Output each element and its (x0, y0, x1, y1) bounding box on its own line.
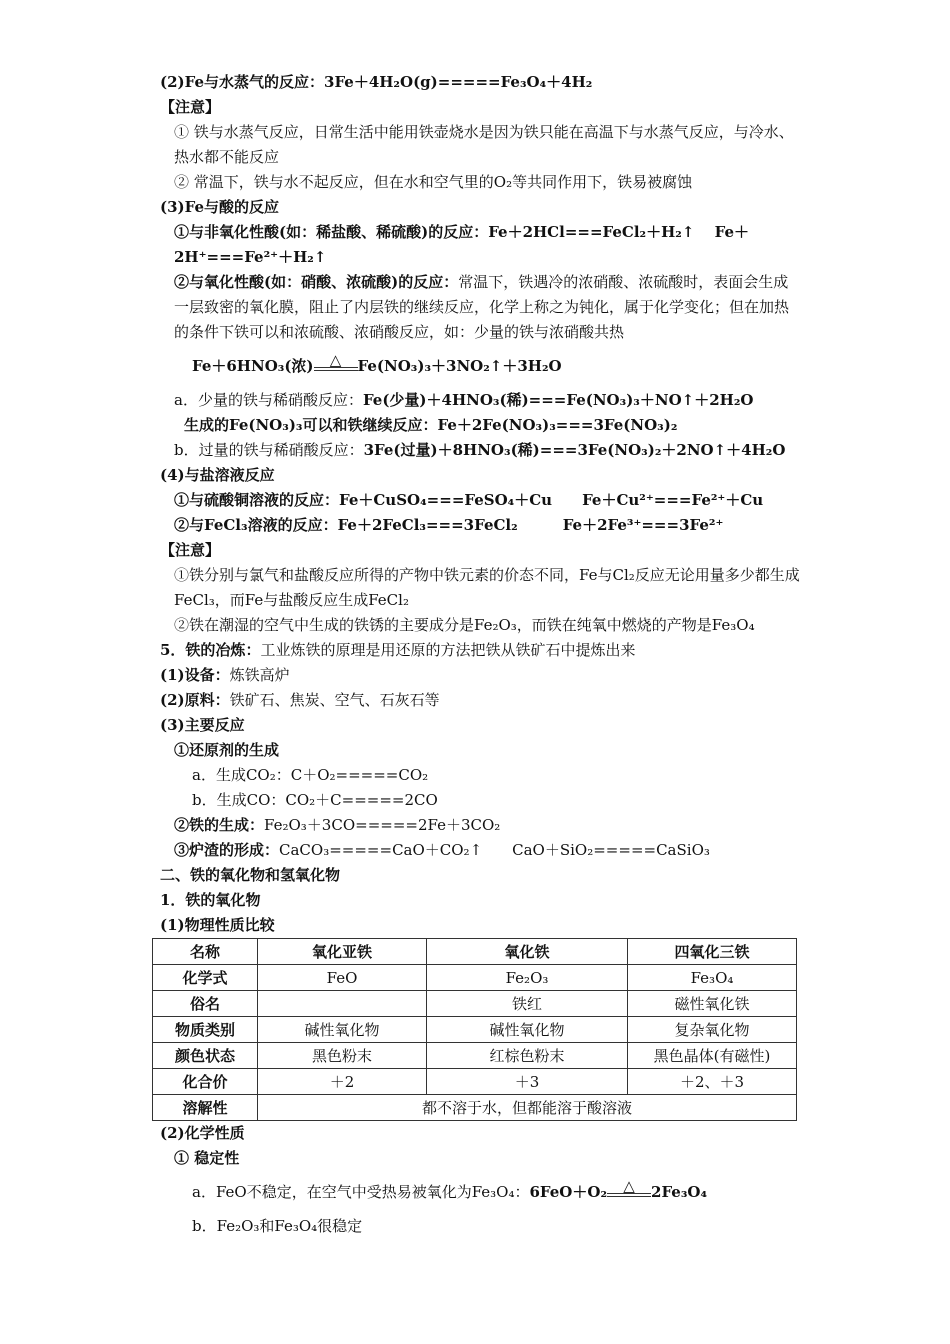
equation: Fe₂O₃＋3CO=====2Fe＋3CO₂ (264, 816, 501, 834)
table-cell: 复杂氧化物 (628, 1017, 797, 1043)
subsection-heading: (2)化学性质 (160, 1124, 245, 1142)
feo-oxidation (160, 1171, 800, 1214)
equipment (160, 663, 800, 688)
note-heading: 【注意】 (160, 98, 221, 116)
table-cell: 红棕色粉末 (427, 1043, 628, 1069)
text: a．FeO不稳定，在空气中受热易被氧化为Fe₃O₄： (192, 1183, 530, 1201)
fe-steam-title: (2)Fe与水蒸气的反应： (160, 73, 325, 91)
acid-reaction-2-text: 常温下，铁遇冷的浓硝酸、浓硫酸时，表面会生成一层致密的氧化膜，阻止了内层铁的继续反应，化学上称之为钝化，属于化学变化；但在加热的条件下铁可以和浓硫酸、浓硝酸反应，如：少量的铁与浓硝酸共热 (174, 273, 790, 341)
label: (1)设备： (160, 666, 230, 684)
table-cell: 黑色晶体(有磁性) (628, 1043, 797, 1069)
reaction-co: b．生成CO：CO₂＋C=====2CO (192, 791, 438, 809)
table-row (153, 1095, 797, 1121)
equation-right: Fe(NO₃)₃＋3NO₂↑＋3H₂O (357, 357, 562, 375)
table-header-cell: 四氧化三铁 (628, 939, 797, 965)
label: ②铁的生成： (174, 816, 265, 834)
salt-reaction-1: ①与硫酸铜溶液的反应：Fe＋CuSO₄===FeSO₄＋Cu Fe＋Cu²⁺===Fe²⁺＋Cu (174, 491, 764, 509)
equation: Fe(少量)＋4HNO₃(稀)===Fe(NO₃)₃＋NO↑＋2H₂O (362, 391, 754, 409)
fe-steam-equation: 3Fe＋4H₂O(g)=====Fe₃O₄＋4H₂ (324, 73, 593, 91)
note-heading: 【注意】 (160, 541, 221, 559)
table-row (153, 1043, 797, 1069)
table-cell: 溶解性 (153, 1095, 258, 1121)
table-row (153, 991, 797, 1017)
acid-reaction-2 (160, 270, 800, 345)
text: 工业炼铁的原理是用还原的方法把铁从铁矿石中提炼出来 (260, 641, 636, 659)
document-page (160, 70, 800, 1239)
table-cell: Fe₃O₄ (628, 965, 797, 991)
materials (160, 688, 800, 713)
table-cell: 碱性氧化物 (258, 1017, 427, 1043)
section-heading: 二、铁的氧化物和氢氧化物 (160, 866, 341, 884)
oxide-comparison-table (152, 938, 797, 1121)
table-cell: 化合价 (153, 1069, 258, 1095)
smelting-heading (160, 638, 800, 663)
table-cell: 黑色粉末 (258, 1043, 427, 1069)
table-cell: FeO (258, 965, 427, 991)
dilute-hno3-excess (160, 438, 800, 463)
note-item: ① 铁与水蒸气反应，日常生活中能用铁壶烧水是因为铁只能在高温下与水蒸气反应，与冷水、热水都不能反应 (174, 123, 794, 166)
table-cell: 都不溶于水，但都能溶于酸溶液 (258, 1095, 797, 1121)
table-row (153, 1017, 797, 1043)
label: b．过量的铁与稀硝酸反应： (174, 441, 364, 459)
equation-conc-hno3 (160, 345, 800, 388)
heat-triangle-icon: △ (329, 351, 342, 369)
salt-reaction-2: ②与FeCl₃溶液的反应：Fe＋2FeCl₃===3FeCl₂ Fe＋2Fe³⁺===3Fe²⁺ (174, 516, 724, 534)
value: 铁矿石、焦炭、空气、石灰石等 (229, 691, 440, 709)
table-cell: Fe₂O₃ (427, 965, 628, 991)
section-heading: (3)Fe与酸的反应 (160, 198, 280, 216)
table-header-cell: 名称 (153, 939, 258, 965)
table-cell: 俗名 (153, 991, 258, 1017)
reaction-co2: a．生成CO₂：C＋O₂=====CO₂ (192, 766, 429, 784)
table-header-row (153, 939, 797, 965)
acid-reaction-1: ①与非氧化性酸(如：稀盐酸、稀硫酸)的反应：Fe＋2HCl===FeCl₂＋H₂↑ Fe＋2H⁺===Fe²⁺＋H₂↑ (174, 223, 750, 266)
table-cell: 颜色状态 (153, 1043, 258, 1069)
subsection-heading: (1)物理性质比较 (160, 916, 275, 934)
stable-oxides: b．Fe₂O₃和Fe₃O₄很稳定 (192, 1217, 363, 1235)
heat-triangle-icon: △ (623, 1177, 635, 1195)
table-cell: 磁性氧化铁 (628, 991, 797, 1017)
table-row (153, 1069, 797, 1095)
table-cell: 碱性氧化物 (427, 1017, 628, 1043)
label: ③炉渣的形成： (174, 841, 280, 859)
label: a．少量的铁与稀硝酸反应： (174, 391, 363, 409)
table-row (153, 965, 797, 991)
equation-left: 6FeO＋O₂ (529, 1183, 608, 1201)
equation: CaCO₃=====CaO＋CO₂↑ CaO＋SiO₂=====CaSiO₃ (279, 841, 710, 859)
reducer-heading: ①还原剂的生成 (174, 741, 280, 759)
equation-right: 2Fe₃O₄ (651, 1183, 708, 1201)
subsection-heading: 1．铁的氧化物 (160, 891, 261, 909)
note-item: ② 常温下，铁与水不起反应，但在水和空气里的O₂等共同作用下，铁易被腐蚀 (174, 173, 693, 191)
section-heading: (3)主要反应 (160, 716, 245, 734)
slag-formation (160, 838, 800, 863)
table-cell: ＋3 (427, 1069, 628, 1095)
section-heading: (4)与盐溶液反应 (160, 466, 275, 484)
table-cell: ＋2 (258, 1069, 427, 1095)
fe-steam-heading (160, 70, 800, 95)
fe-no3-further: 生成的Fe(NO₃)₃可以和铁继续反应：Fe＋2Fe(NO₃)₃===3Fe(NO₃)₂ (184, 416, 678, 434)
table-cell: ＋2、＋3 (628, 1069, 797, 1095)
title: 5．铁的冶炼： (160, 641, 261, 659)
note-item: ①铁分别与氯气和盐酸反应所得的产物中铁元素的价态不同，Fe与Cl₂反应无论用量多少都生成FeCl₃，而Fe与盐酸反应生成FeCl₂ (174, 566, 800, 609)
table-cell: 铁红 (427, 991, 628, 1017)
table-cell (258, 991, 427, 1017)
equation: 3Fe(过量)＋8HNO₃(稀)===3Fe(NO₃)₂＋2NO↑＋4H₂O (363, 441, 786, 459)
label: (2)原料： (160, 691, 230, 709)
acid-reaction-2-title: ②与氧化性酸(如：硝酸、浓硫酸)的反应： (174, 273, 459, 291)
table-cell: 化学式 (153, 965, 258, 991)
table-cell: 物质类别 (153, 1017, 258, 1043)
value: 炼铁高炉 (229, 666, 290, 684)
stability-heading: ① 稳定性 (174, 1149, 240, 1167)
dilute-hno3-small (160, 388, 800, 413)
note-item: ②铁在潮湿的空气中生成的铁锈的主要成分是Fe₂O₃，而铁在纯氧中燃烧的产物是Fe₃O₄ (174, 616, 755, 634)
table-header-cell: 氧化铁 (427, 939, 628, 965)
equation-left: Fe＋6HNO₃(浓) (192, 357, 314, 375)
table-header-cell: 氧化亚铁 (258, 939, 427, 965)
iron-formation (160, 813, 800, 838)
